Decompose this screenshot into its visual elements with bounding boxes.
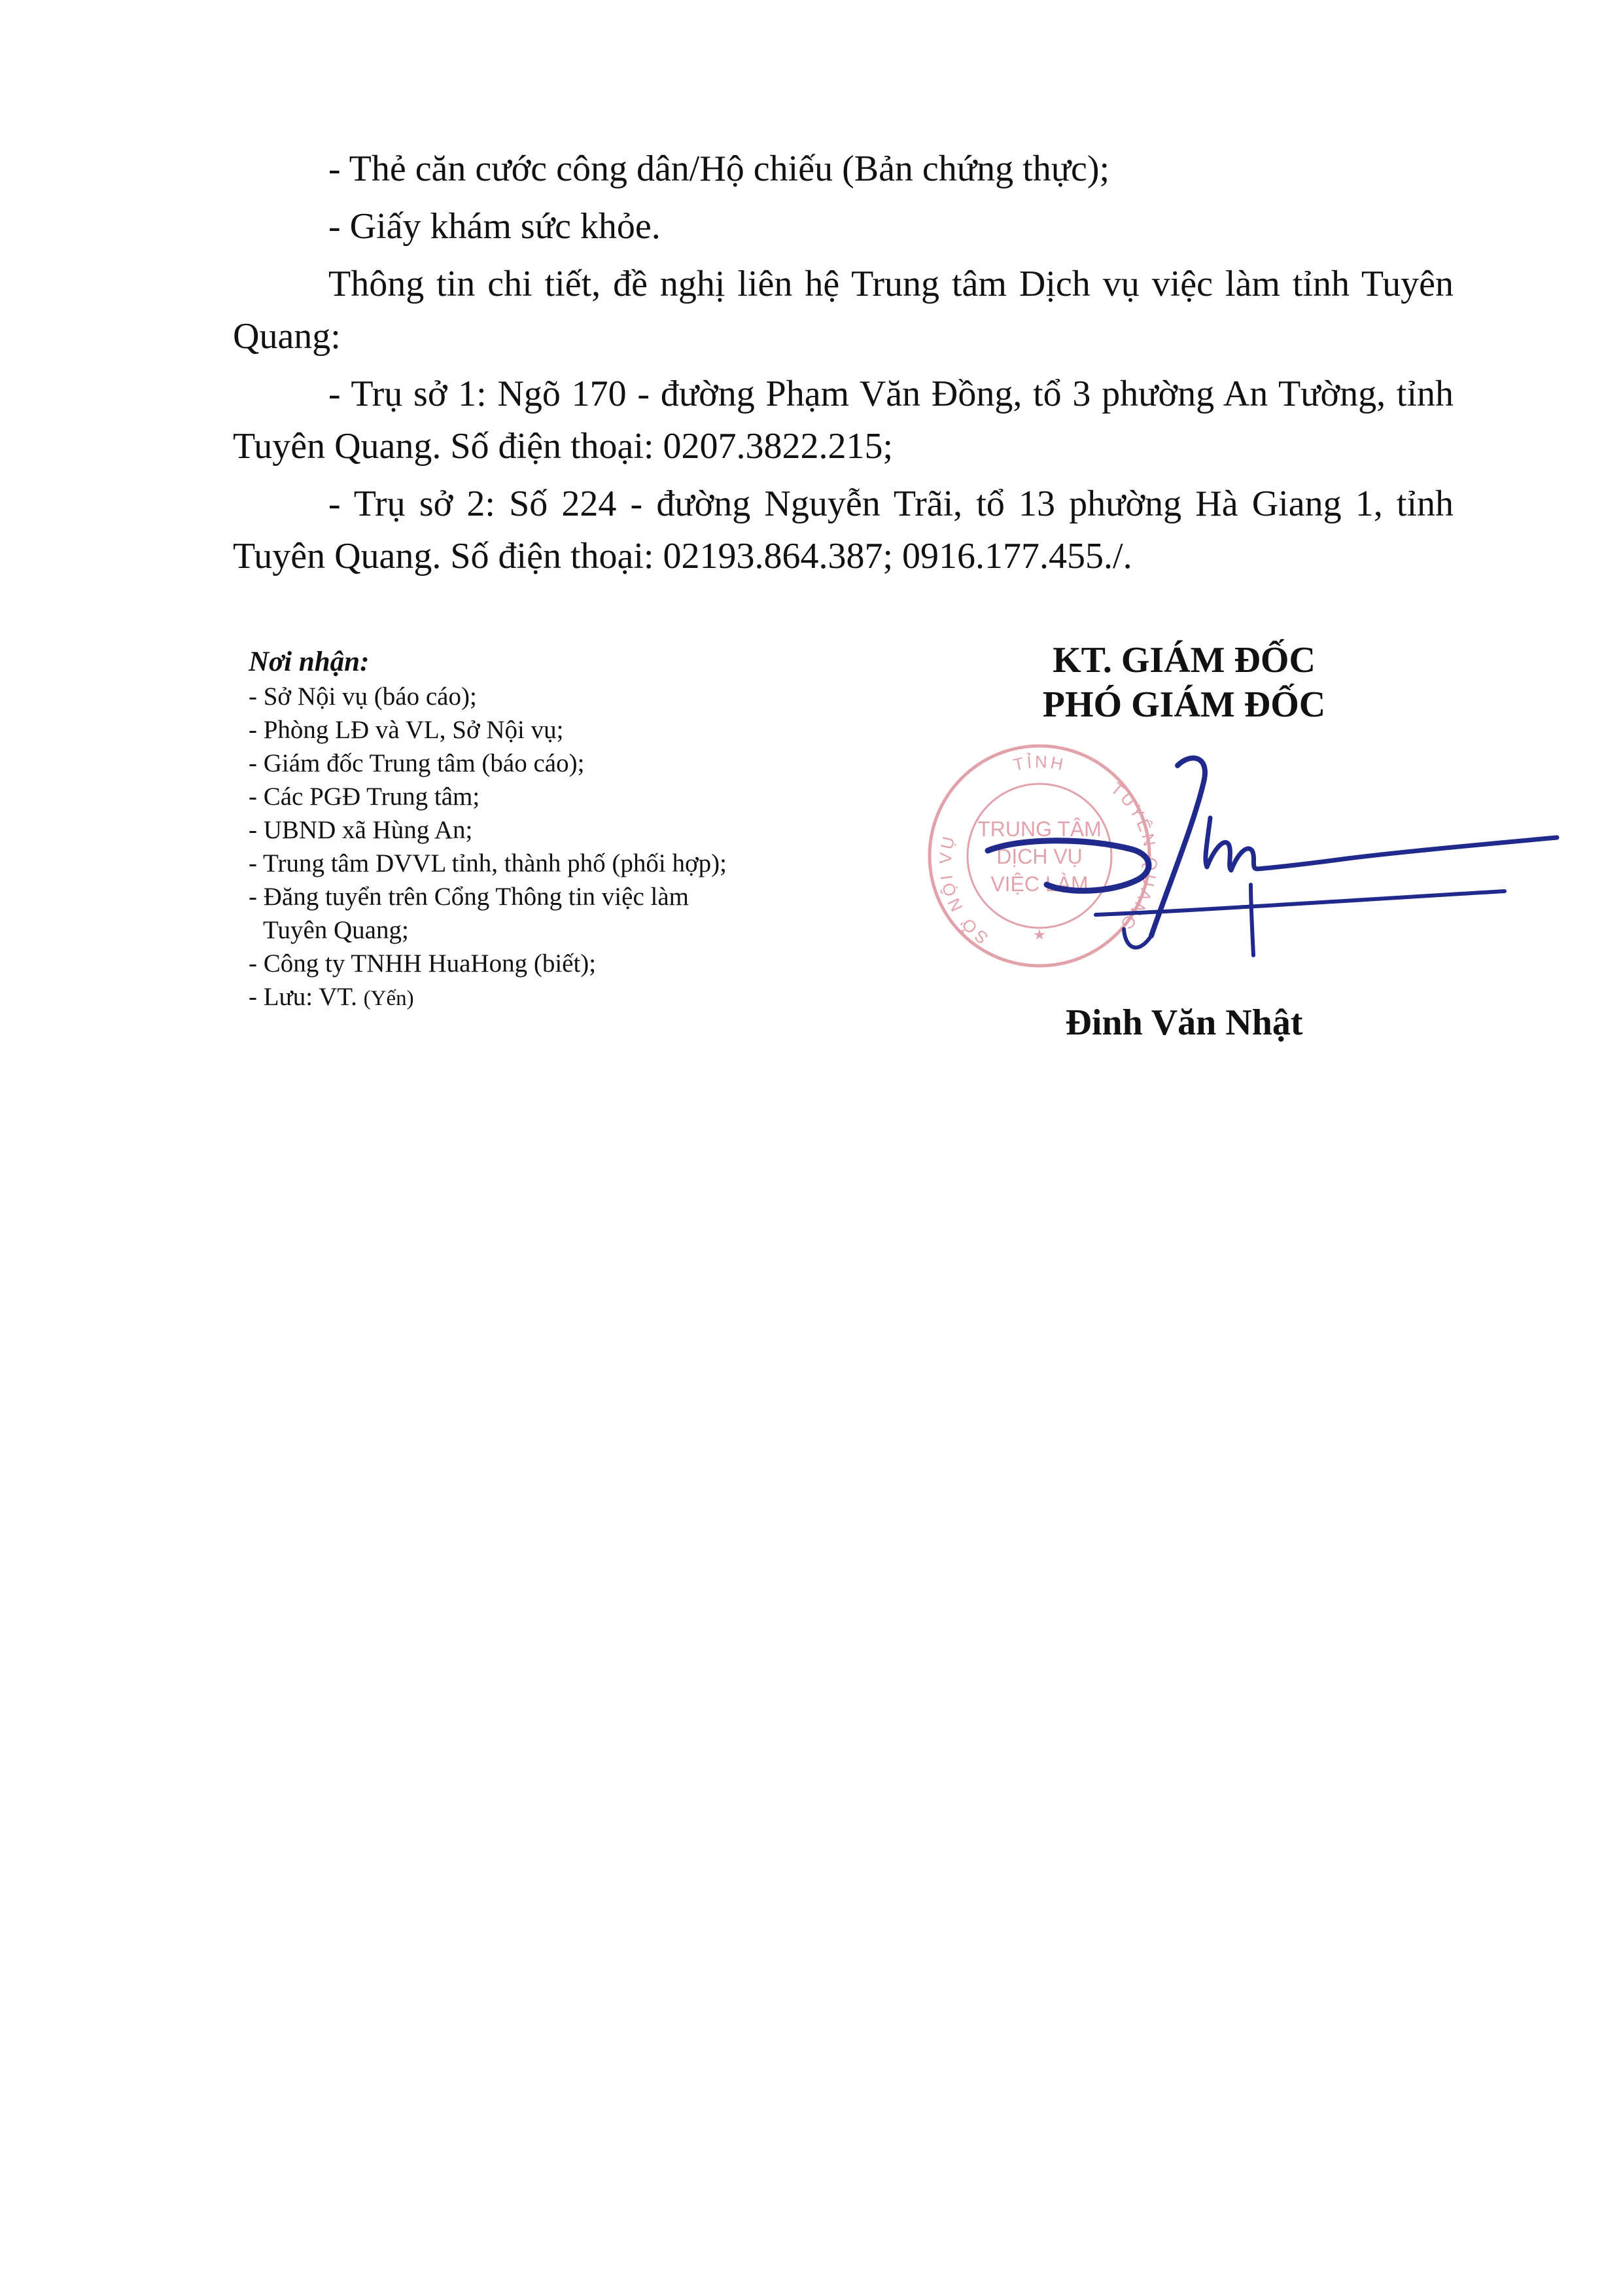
recipient-item: - Sở Nội vụ (báo cáo); <box>249 682 477 711</box>
archive-label: - Lưu: VT. <box>249 983 357 1011</box>
stamp-ring-left: SỞ NỘI VỤ <box>935 832 992 949</box>
svg-text:SỞ NỘI VỤ <box>935 832 992 948</box>
body-paragraph-office-1: - Trụ sở 1: Ngõ 170 - đường Phạm Văn Đồng, tổ 3 phường An Tường, tỉnh Tuyên Quang. Số điện thoại: 0207.3822.215; <box>233 374 1454 467</box>
body-paragraph-contact-info: Thông tin chi tiết, đề nghị liên hệ Trung tâm Dịch vụ việc làm tỉnh Tuyên Quang: <box>233 264 1454 357</box>
recipient-item: - Công ty TNHH HuaHong (biết); <box>249 949 597 978</box>
stamp-center-line1: TRUNG TÂM <box>977 817 1102 841</box>
stamp-ring-right: TUYÊN QUANG <box>1107 778 1161 936</box>
recipient-item: - UBND xã Hùng An; <box>249 816 473 844</box>
body-paragraph-id-card: - Thẻ căn cước công dân/Hộ chiếu (Bản chứng thực); <box>328 149 1110 189</box>
recipients-block <box>249 645 903 1016</box>
body-paragraph-office-2: - Trụ sở 2: Số 224 - đường Nguyễn Trãi, tổ 13 phường Hà Giang 1, tỉnh Tuyên Quang. Số điện thoại: 02193.864.387; 0916.177.455./. <box>233 484 1454 576</box>
stamp-and-signature <box>916 739 1563 1014</box>
svg-text:TỈNH <box>1011 752 1068 775</box>
recipient-item: - Trung tâm DVVL tỉnh, thành phố (phối hợp); <box>249 849 727 877</box>
recipient-item-archive <box>249 980 903 1016</box>
recipient-item-continuation: Tuyên Quang; <box>263 916 409 944</box>
star-icon: ★ <box>1033 927 1046 944</box>
official-stamp <box>930 746 1161 966</box>
recipient-item: - Đăng tuyển trên Cổng Thông tin việc làm <box>249 883 689 911</box>
recipient-item: - Giám đốc Trung tâm (báo cáo); <box>249 749 585 777</box>
recipient-item: - Phòng LĐ và VL, Sở Nội vụ; <box>249 716 564 744</box>
stamp-ring-top: TỈNH <box>1011 751 1068 775</box>
signer-title-line2: PHÓ GIÁM ĐỐC <box>1042 684 1326 725</box>
document-body <box>233 143 1454 588</box>
stamp-center-line2: DỊCH VỤ <box>996 845 1083 868</box>
body-paragraph-health-check: - Giấy khám sức khỏe. <box>328 206 661 247</box>
signer-title-line1: KT. GIÁM ĐỐC <box>1053 640 1316 680</box>
stamp-center-line3: VIỆC LÀM <box>990 872 1089 896</box>
recipient-item: - Các PGĐ Trung tâm; <box>249 783 480 811</box>
signer-title-block <box>929 638 1439 727</box>
signer-name: Đinh Văn Nhật <box>1065 1002 1303 1043</box>
recipients-title: Nơi nhận: <box>249 646 370 677</box>
archive-initials: (Yến) <box>363 987 414 1010</box>
